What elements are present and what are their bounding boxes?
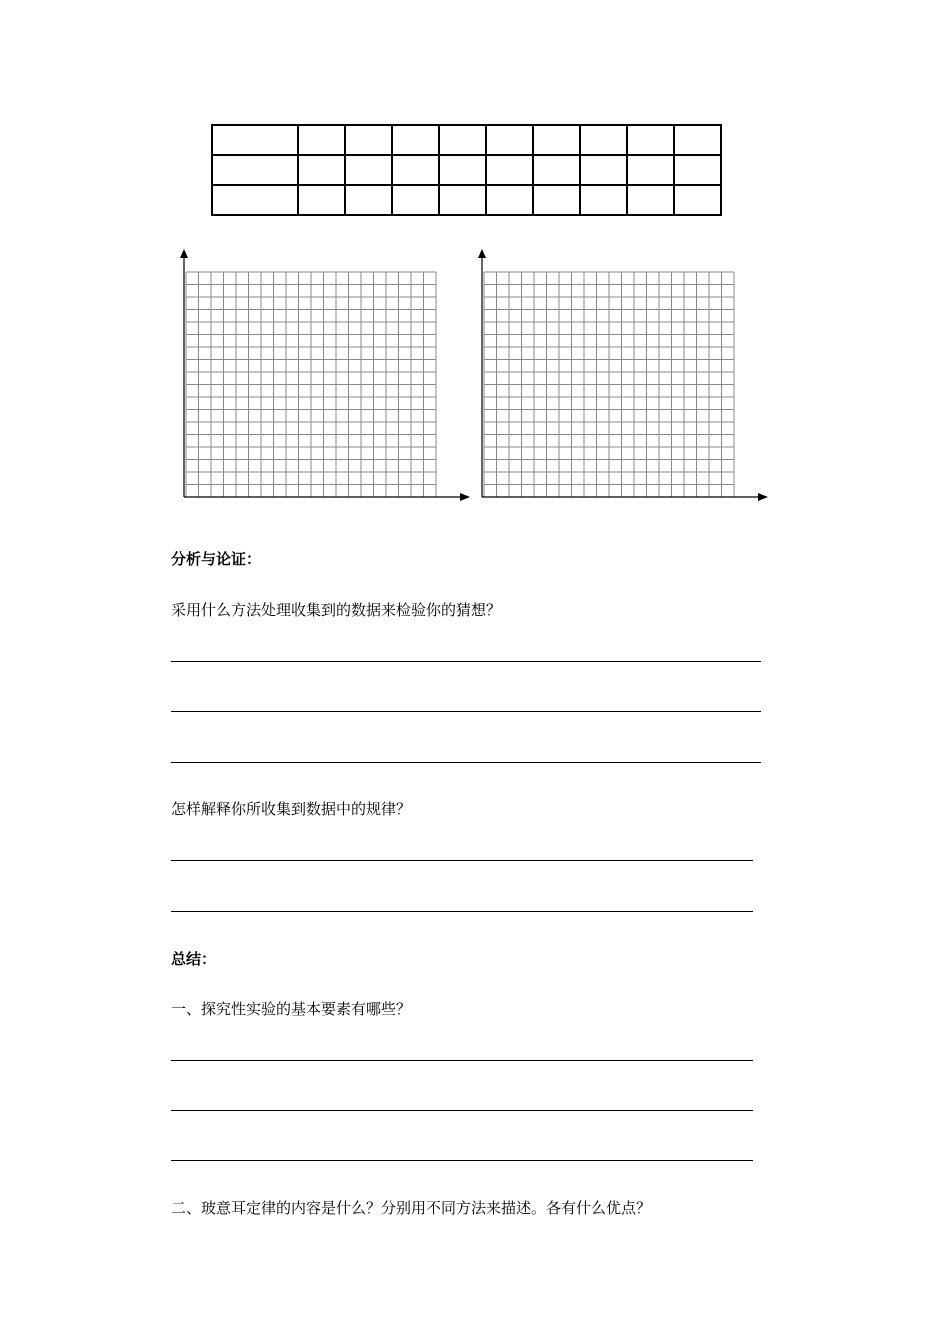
answer-line[interactable] — [171, 1160, 753, 1161]
analysis-heading: 分析与论证： — [171, 550, 262, 568]
table-cell[interactable] — [439, 155, 486, 185]
table-cell[interactable] — [580, 185, 627, 215]
table-cell[interactable] — [439, 185, 486, 215]
table-cell[interactable] — [580, 125, 627, 155]
answer-line[interactable] — [171, 711, 761, 712]
summary-question-1: 一、探究性实验的基本要素有哪些？ — [171, 1000, 412, 1018]
table-cell[interactable] — [298, 155, 345, 185]
table-cell[interactable] — [212, 155, 298, 185]
table-cell[interactable] — [486, 125, 533, 155]
x-axis-arrow-icon — [460, 493, 470, 501]
graph-left — [174, 244, 474, 506]
answer-line[interactable] — [171, 860, 753, 861]
summary-heading: 总结： — [171, 950, 217, 968]
table-cell[interactable] — [674, 185, 721, 215]
table-row — [212, 185, 721, 215]
table-cell[interactable] — [392, 185, 439, 215]
table-cell[interactable] — [298, 185, 345, 215]
data-table — [211, 124, 722, 216]
table-cell[interactable] — [533, 155, 580, 185]
table-cell[interactable] — [345, 185, 392, 215]
table-cell[interactable] — [627, 155, 674, 185]
graph-right-svg — [472, 244, 772, 506]
table-cell[interactable] — [533, 185, 580, 215]
x-axis-arrow-icon — [758, 493, 768, 501]
analysis-question-1: 采用什么方法处理收集到的数据来检验你的猜想？ — [171, 601, 502, 619]
analysis-question-2: 怎样解释你所收集到数据中的规律？ — [171, 800, 412, 818]
table-cell[interactable] — [674, 125, 721, 155]
summary-question-2: 二、玻意耳定律的内容是什么？分别用不同方法来描述。各有什么优点？ — [171, 1199, 652, 1217]
table-row — [212, 155, 721, 185]
answer-line[interactable] — [171, 661, 761, 662]
answer-line[interactable] — [171, 1110, 753, 1111]
answer-line[interactable] — [171, 1060, 753, 1061]
answer-line[interactable] — [171, 762, 761, 763]
table-cell[interactable] — [345, 125, 392, 155]
table-cell[interactable] — [627, 125, 674, 155]
answer-line[interactable] — [171, 911, 753, 912]
table-cell[interactable] — [533, 125, 580, 155]
graph-right — [472, 244, 772, 506]
table-cell[interactable] — [392, 125, 439, 155]
y-axis-arrow-icon — [180, 249, 188, 258]
table-row — [212, 125, 721, 155]
table-cell[interactable] — [486, 185, 533, 215]
table-cell[interactable] — [439, 125, 486, 155]
table-cell[interactable] — [212, 125, 298, 155]
table-cell[interactable] — [298, 125, 345, 155]
table-cell[interactable] — [486, 155, 533, 185]
table-cell[interactable] — [345, 155, 392, 185]
table-cell[interactable] — [627, 185, 674, 215]
table-cell[interactable] — [674, 155, 721, 185]
y-axis-arrow-icon — [478, 249, 486, 258]
table-cell[interactable] — [580, 155, 627, 185]
graph-left-svg — [174, 244, 474, 506]
table-cell[interactable] — [392, 155, 439, 185]
table-cell[interactable] — [212, 185, 298, 215]
